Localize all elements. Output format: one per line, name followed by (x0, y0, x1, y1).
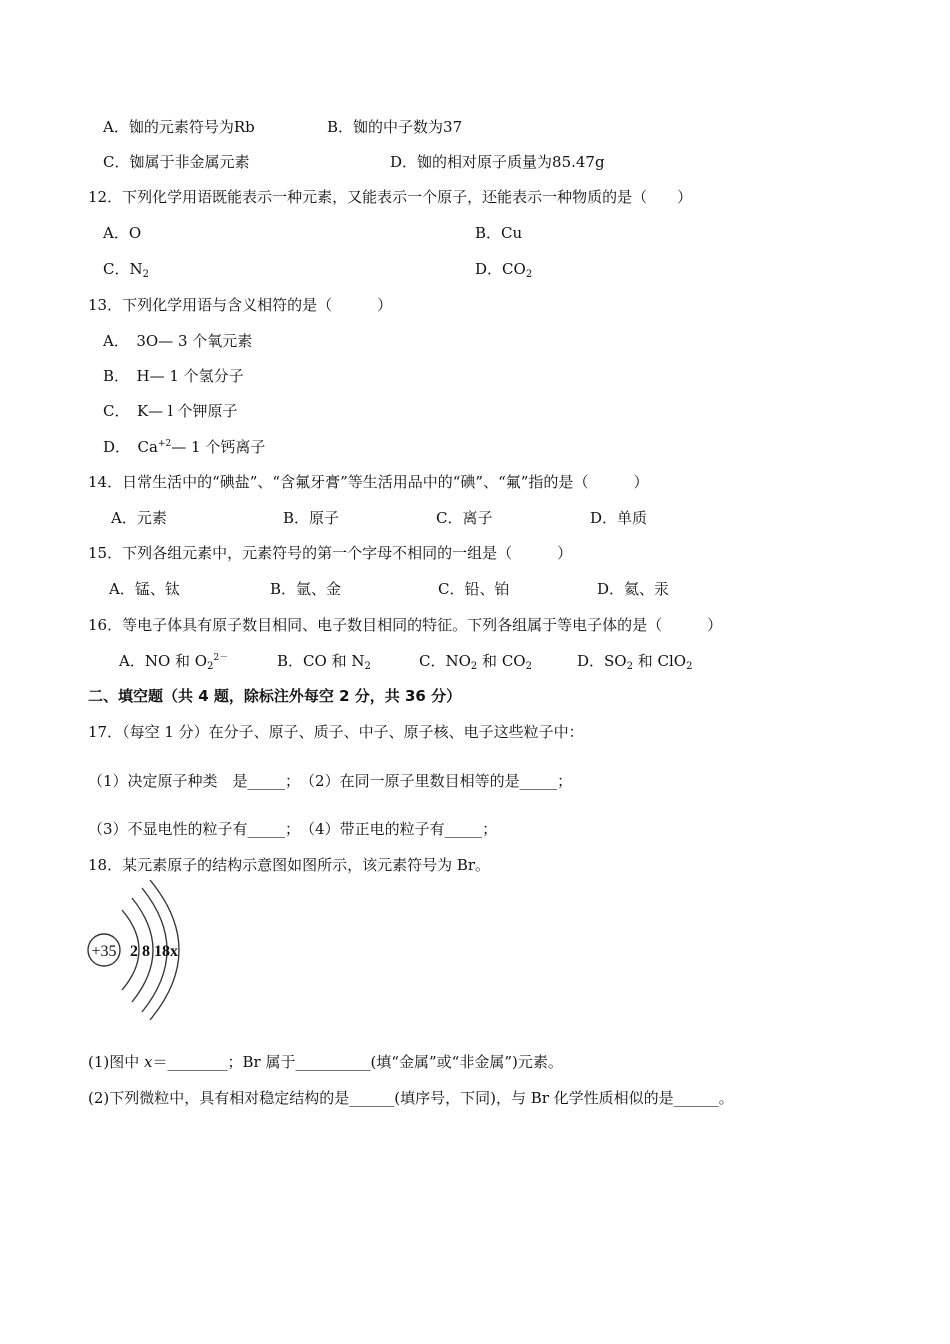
q13-option-d: D． $Ca^{+2}—$ 1 个钙离子 (103, 438, 266, 456)
q14-stem: 14．日常生活中的“碘盐”、“含氟牙膏”等生活用品中的“碘”、“氟”指的是（ ） (88, 473, 649, 491)
q16-option-b: B．CO 和 $N_2$ (277, 652, 371, 672)
nucleus-charge: +35 (91, 943, 117, 960)
q15-option-a: A．锰、钛 (109, 580, 180, 598)
q12-option-b: B．Cu (475, 224, 523, 242)
atom-structure-diagram (86, 880, 196, 1025)
q16-option-c: C．$NO_2$ 和 $CO_2$ (419, 652, 532, 672)
q16-stem: 16．等电子体具有原子数目相同、电子数目相同的特征。下列各组属于等电子体的是（ ） (88, 616, 723, 634)
q12-option-c: C．$N_2$ (103, 260, 149, 280)
q17-line-1: （1）决定原子种类 是_____； （2）在同一原子里数目相等的是_____； (88, 772, 573, 790)
q14-option-c: C．离子 (436, 509, 493, 527)
q18-part-2: (2)下列微粒中，具有相对稳定结构的是______(填序号，下同)，与 Br 化学性质相似的是______。 (88, 1089, 734, 1107)
q15-stem: 15．下列各组元素中，元素符号的第一个字母不相同的一组是（ ） (88, 544, 573, 562)
q15-option-b: B．氩、金 (270, 580, 342, 598)
q12-stem: 12．下列化学用语既能表示一种元素，又能表示一个原子，还能表示一种物质的是（ ） (88, 188, 693, 206)
q11-option-a: A．铷的元素符号为Rb (103, 118, 255, 136)
q15-option-d: D．氦、汞 (597, 580, 670, 598)
q14-option-a: A．元素 (111, 509, 167, 527)
q17-stem: 17．（每空 1 分）在分子、原子、质子、中子、原子核、电子这些粒子中： (88, 723, 584, 741)
q11-option-c: C．铷属于非金属元素 (103, 153, 250, 171)
q11-option-d: D．铷的相对原子质量为85.47g (390, 153, 605, 171)
q18-part-1: (1)图中 x＝________；Br 属于__________(填“金属”或“非金属”)元素。 (88, 1053, 563, 1071)
q11-option-b: B．铷的中子数为37 (327, 118, 463, 136)
q15-option-c: C．铅、铂 (438, 580, 510, 598)
q14-option-d: D．单质 (590, 509, 648, 527)
q17-line-2: （3）不显电性的粒子有_____； （4）带正电的粒子有_____； (88, 820, 498, 838)
q13-option-c: C． K— l 个钾原子 (103, 402, 238, 420)
q12-option-a: A．O (103, 224, 142, 242)
q14-option-b: B．原子 (283, 509, 340, 527)
q13-option-a: A． 3O— 3 个氧元素 (103, 332, 253, 350)
q13-stem: 13．下列化学用语与含义相符的是（ ） (88, 296, 393, 314)
q12-option-d: D．$CO_2$ (475, 260, 533, 280)
q18-stem: 18．某元素原子的结构示意图如图所示，该元素符号为 Br。 (88, 856, 491, 874)
q16-option-d: D．$SO_2$ 和 ClO$_2$ (577, 652, 693, 672)
q13-option-b: B． H— 1 个氢分子 (103, 367, 244, 385)
q16-option-a: A．NO 和 $O_2^{2-}$ (119, 652, 229, 672)
electron-shell-counts: 2 8 18x (130, 943, 178, 960)
section-2-heading: 二、填空题（共 4 题，除标注外每空 2 分，共 36 分） (88, 687, 462, 705)
